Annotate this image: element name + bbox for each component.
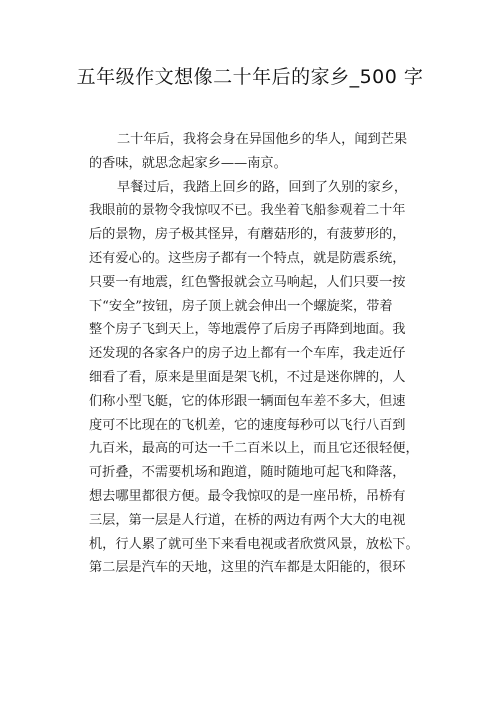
text-line: 还有爱心的。这些房子都有一个特点，就是防震系统， [89,250,406,266]
text-line: 三层，第一层是人行道，在桥的两边有两个大大的电视 [89,512,406,528]
paragraph [89,128,419,176]
paragraph [89,176,419,581]
text-line: 我眼前的景物令我惊叹不已。我坐着飞船参观着二十年 [89,203,406,219]
document-body [89,128,419,580]
text-line: 只要一有地震，红色警报就会立马响起，人们只要一按 [89,274,406,290]
text-line: 下“安全”按钮，房子顶上就会伸出一个螺旋桨，带着 [89,298,393,314]
text-line: 的香味，就思念起家乡——南京。 [89,155,287,171]
text-line: 机，行人累了就可坐下来看电视或者欣赏风景，放松下。 [89,536,419,552]
text-line: 九百米，最高的可达一千二百米以上，而且它还很轻便， [89,441,419,457]
text-line: 整个房子飞到天上，等地震停了后房子再降到地面。我 [89,322,406,338]
text-line: 二十年后，我将会身在异国他乡的华人，闻到芒果 [117,132,408,147]
text-line: 细看了看，原来是里面是架飞机，不过是迷你牌的，人 [89,369,406,385]
text-line: 度可不比现在的飞机差，它的速度每秒可以飞行八百到 [89,417,406,433]
text-line: 第二层是汽车的天地，这里的汽车都是太阳能的，很环 [89,560,406,576]
text-line: 早餐过后，我踏上回乡的路，回到了久别的家乡， [117,179,408,195]
text-line: 还发现的各家各户的房子边上都有一个车库，我走近仔 [89,346,406,362]
text-line: 后的景物，房子极其怪异，有蘑菇形的，有菠萝形的， [89,227,406,243]
text-line: 想去哪里都很方便。最令我惊叹的是一座吊桥，吊桥有 [89,488,406,504]
text-line: 们称小型飞艇，它的体形跟一辆面包车差不多大，但速 [89,393,406,409]
document-title: 五年级作文想像二十年后的家乡_500 字 [76,66,424,88]
text-line: 可折叠，不需要机场和跑道，随时随地可起飞和降落， [89,465,406,481]
